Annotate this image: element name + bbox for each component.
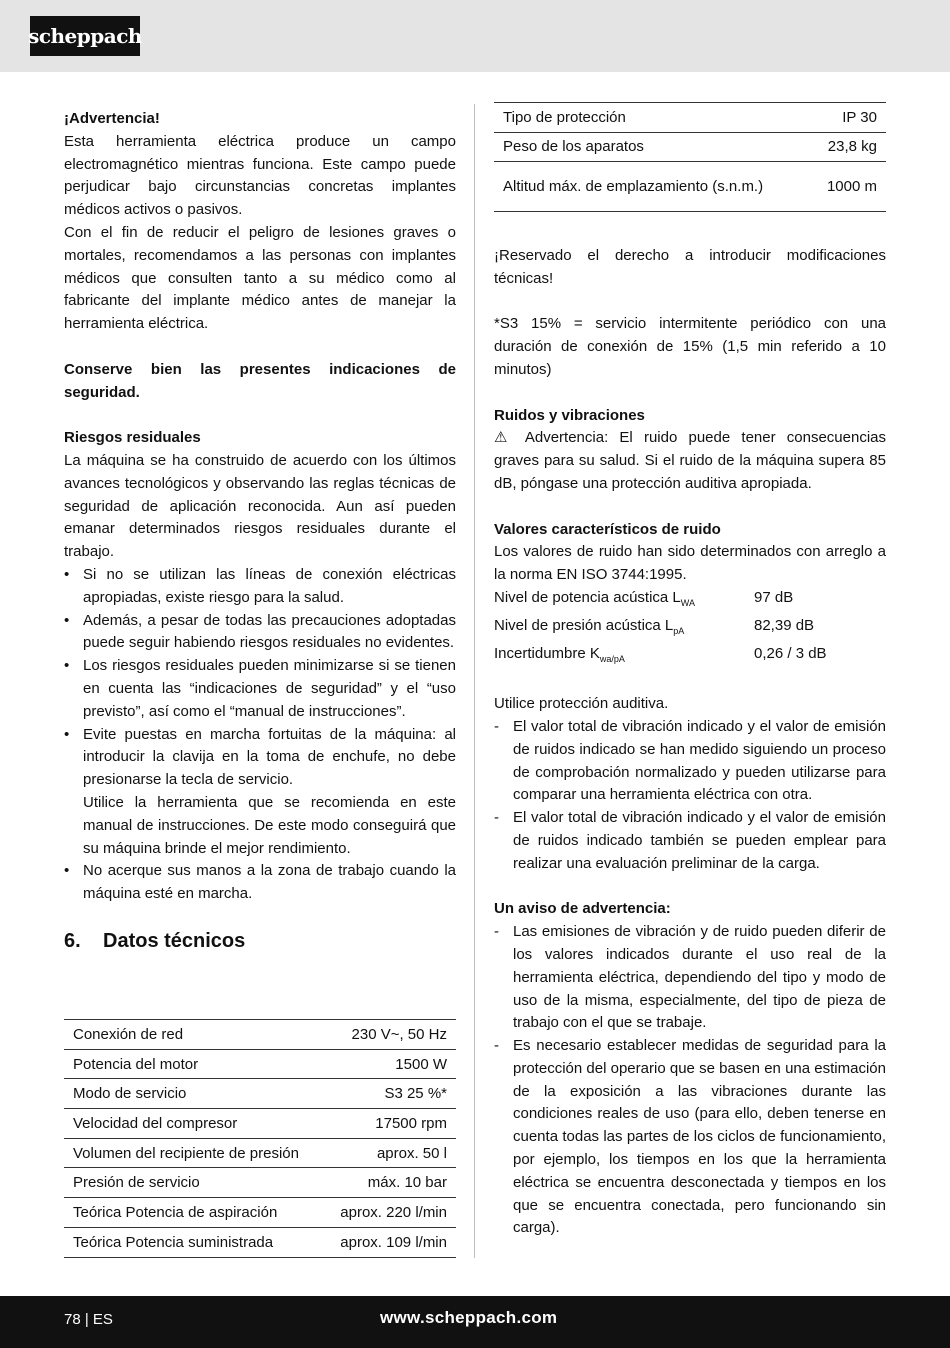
section-heading <box>64 926 456 956</box>
warning-title: ¡Advertencia! <box>64 110 160 127</box>
table-row: Teórica Potencia suministrada aprox. 109 l/min <box>64 1227 456 1257</box>
residual-risks-title: Riesgos residuales <box>64 429 201 447</box>
list-item: • Los riesgos residuales pueden minimizarse si se tienen en cuenta las “indicaciones de seguridad” y el “uso previsto”, así como el “manual de instrucciones”. <box>64 657 456 720</box>
reserved-rights-note: ¡Reservado el derecho a introducir modificaciones técnicas! <box>494 247 886 287</box>
scheppach-logo: scheppach <box>30 16 140 56</box>
table-row: Presión de servicio máx. 10 bar <box>64 1168 456 1198</box>
advice-title: Un aviso de advertencia: <box>494 900 671 918</box>
header-band <box>0 0 950 72</box>
warning-triangle-icon: ⚠ <box>494 429 515 447</box>
section-number: 6. <box>64 929 81 952</box>
table-row: Teórica Potencia de aspiración aprox. 220 l/min <box>64 1198 456 1228</box>
section-title: Datos técnicos <box>103 929 246 952</box>
noise-warning: ⚠ Advertencia: El ruido puede tener consecuencias graves para su salud. Si el ruido de la máquina supera 85 dB, póngase una protección auditiva apropiada. <box>494 429 887 492</box>
noise-vibration-title: Ruidos y vibraciones <box>494 406 645 424</box>
list-item: • Evite puestas en marcha fortuitas de la máquina: al introducir la clavija en la toma de enchufe, no debe presionarse la tecla de servicio. <box>64 725 456 789</box>
table-row: Potencia del motor 1500 W <box>64 1049 456 1079</box>
right-column <box>494 245 886 1240</box>
list-item: - El valor total de vibración indicado y el valor de emisión de ruidos indicado también se pueden emplear para realizar una evaluación preliminar de la carga. <box>494 809 886 872</box>
noise-values-intro: Los valores de ruido han sido determinados con arreglo a la norma EN ISO 3744:1995. <box>494 543 886 584</box>
warning-paragraph-1: Esta herramienta eléctrica produce un campo electromagnético mientras funciona. Este campo puede perjudicar bajo circunstancias concretas implantes médicos activos o pasivos. <box>64 132 456 219</box>
list-item: • Si no se utilizan las líneas de conexión eléctricas apropiadas, existe riesgo para la salud. <box>64 565 456 606</box>
list-item: - Las emisiones de vibración y de ruido pueden diferir de los valores indicados durante el uso real de la herramienta eléctrica, dependiendo del tipo y modo de uso de la misma, especialmente, del tipo de pieza de trabajo con el que se trabaje. <box>494 923 886 1032</box>
page-number: 78 | ES <box>64 1311 113 1328</box>
table-row: Peso de los aparatos 23,8 kg <box>494 132 886 162</box>
table-row: Velocidad del compresor 17500 rpm <box>64 1109 456 1139</box>
list-item: • No acerque sus manos a la zona de trabajo cuando la máquina esté en marcha. <box>64 862 456 903</box>
table-row: Volumen del recipiente de presión aprox. 50 l <box>64 1138 456 1168</box>
column-divider <box>474 104 475 1258</box>
list-item-continuation: Utilice la herramienta que se recomienda en este manual de instrucciones. De este modo conseguirá que su máquina brinde el mejor rendimiento. <box>83 793 456 857</box>
list-item: • Además, a pesar de todas las precauciones adoptadas puede seguir habiendo riesgos residuales no evidentes. <box>64 611 456 652</box>
footer-band <box>0 1296 950 1348</box>
noise-value-row: Incertidumbre $K_{wa/pA}$ 0,26 / 3 dB <box>494 644 827 664</box>
noise-value-row: Nivel de potencia acústica $L_{WA}$ 97 dB <box>494 588 794 608</box>
table-row: Conexión de red 230 V~, 50 Hz <box>64 1020 456 1050</box>
residual-risks-intro: La máquina se ha construido de acuerdo con los últimos avances tecnológicos y observando las reglas técnicas de seguridad de aplicación reconocida. Aun así pueden emanar determinados riesgos residuales durante el trabajo. <box>64 451 456 561</box>
table-row: Modo de servicio S3 25 %* <box>64 1079 456 1109</box>
table-row: Altitud máx. de emplazamiento (s.n.m.) 1000 m <box>494 162 886 212</box>
noise-values-title: Valores característicos de ruido <box>494 520 721 538</box>
list-item: - El valor total de vibración indicado y el valor de emisión de ruidos indicado se han medido siguiendo un proceso de comprobación normalizado y pueden utilizarse para comparar una herramienta eléctrica con otra. <box>494 717 886 804</box>
website-link[interactable]: www.scheppach.com <box>380 1308 558 1327</box>
left-column <box>64 108 456 956</box>
s3-footnote: *S3 15% = servicio intermitente periódico con una duración de conexión de 15% (1,5 min referido a 10 minutos) <box>494 315 886 378</box>
hearing-protection-note: Utilice protección auditiva. <box>494 695 669 713</box>
list-item: - Es necesario establecer medidas de seguridad para la protección del operario que se basen en una estimación de la exposición a las vibraciones durante las condiciones reales de uso (para ello, deben tenerse en cuenta todas las partes de los ciclos de funcionamiento, por ejemplo, los tiempos en los que la herramienta eléctrica se encuentra desconectada y tiempos en los que se encuentra conectada, pero funcionando sin carga). <box>494 1037 886 1237</box>
warning-paragraph-2: Con el fin de reducir el peligro de lesiones graves o mortales, recomendamos a las personas con implantes médicos que consulten tanto a su médico como al fabricante del implante médico antes de manejar la herramienta eléctrica. <box>64 223 456 333</box>
technical-data-table-continued <box>494 102 886 212</box>
table-row: Tipo de protección IP 30 <box>494 103 886 133</box>
keep-instructions-note: Conserve bien las presentes indicaciones de seguridad. <box>64 360 456 401</box>
technical-data-table <box>64 1019 456 1258</box>
noise-value-row: Nivel de presión acústica $L_{pA}$ 82,39 dB <box>494 616 815 636</box>
